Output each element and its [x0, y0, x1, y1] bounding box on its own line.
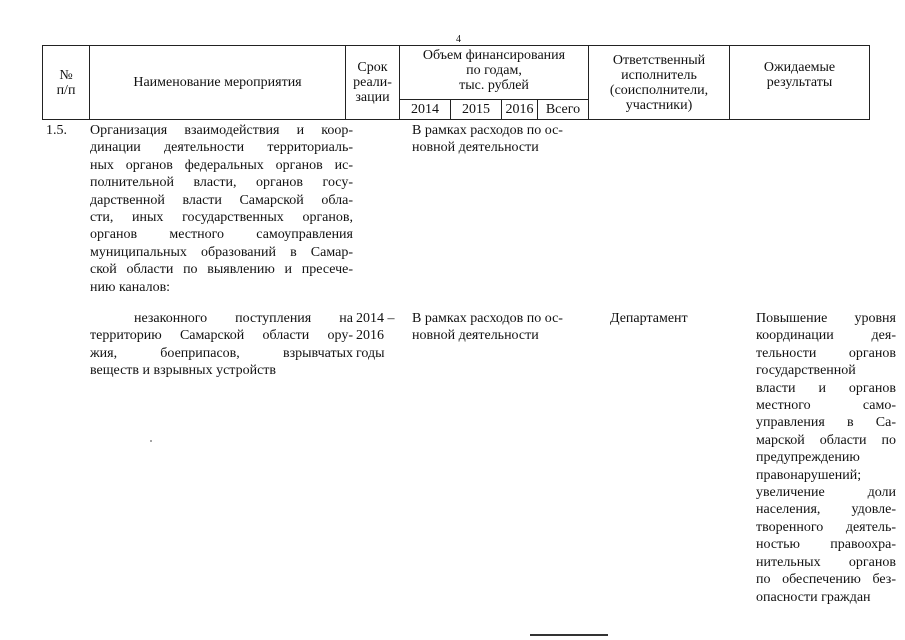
text-line: незаконного поступления на [134, 311, 353, 326]
text-line: муниципальных образований в Самар- [90, 244, 353, 260]
row-measure-name [90, 122, 353, 296]
text-line: Повышение уровня [756, 311, 896, 326]
text-line: ской области по выявлению и пресече- [90, 262, 353, 278]
row-term [356, 310, 408, 362]
header-year-total: Всего [538, 100, 589, 120]
text-line: 2014 – [356, 311, 395, 326]
text-line: дарственной власти Самарской обла- [90, 192, 353, 208]
text-line: предупреждению [756, 450, 860, 466]
header-year-2014: 2014 [400, 100, 451, 120]
text-line: жия, боеприпасов, взрывчатых [90, 345, 353, 361]
text-line: территорию Самарской области ору- [90, 328, 353, 344]
text-line: управления в Са- [756, 415, 896, 431]
header-results: Ожидаемые результаты [730, 46, 870, 120]
text-line: Организация взаимодействия и коор- [90, 123, 353, 138]
header-executor: Ответственный исполнитель (соисполнители, участники) [589, 46, 730, 120]
text-line: новной деятельности [412, 328, 539, 344]
text-line: опасности граждан [756, 589, 871, 605]
text-line: марской области по [756, 432, 896, 448]
header-measure-name: Наименование мероприятия [90, 46, 346, 120]
text-line: увеличение доли [756, 485, 896, 501]
text-line: ностью правоохра- [756, 537, 896, 553]
text-line: годы [356, 345, 385, 361]
text-line: новной деятельности [412, 140, 539, 156]
text-line: творенного деятель- [756, 519, 896, 535]
header-number: № п/п [43, 46, 90, 120]
text-line: В рамках расходов по ос- [412, 311, 563, 326]
text-line: органов местного самоуправления [90, 227, 353, 243]
text-line: динации деятельности территориаль- [90, 140, 353, 156]
row-results [756, 310, 896, 606]
row-executor: Департамент [610, 311, 688, 326]
text-line: веществ и взрывных устройств [90, 363, 277, 379]
text-line: В рамках расходов по ос- [412, 123, 563, 138]
row-measure-name [90, 310, 353, 380]
text-line: населения, удовле- [756, 502, 896, 518]
scan-speck [150, 440, 152, 442]
page-number: 4 [456, 34, 461, 45]
header-funding: Объем финансирования по годам, тыс. рублей [400, 46, 589, 100]
header-year-2016: 2016 [502, 100, 538, 120]
text-line: по обеспечению без- [756, 572, 896, 588]
text-line: ных органов федеральных органов ис- [90, 157, 353, 173]
header-year-2015: 2015 [451, 100, 502, 120]
row-funding [412, 310, 592, 345]
text-line: государственной [756, 363, 856, 379]
table-header [42, 45, 870, 120]
bottom-mark [530, 634, 608, 636]
text-line: местного само- [756, 398, 896, 414]
text-line: нительных органов [756, 554, 896, 570]
text-line: координации дея- [756, 328, 896, 344]
row-funding [412, 122, 592, 157]
text-line: тельности органов [756, 345, 896, 361]
row-number: 1.5. [46, 123, 67, 138]
text-line: правонарушений; [756, 467, 862, 483]
text-line: 2016 [356, 328, 384, 344]
text-line: полнительной власти, органов госу- [90, 175, 353, 191]
text-line: сти, иных государственных органов, [90, 210, 353, 226]
text-line: нию каналов: [90, 279, 171, 295]
text-line: власти и органов [756, 380, 896, 396]
header-term: Срок реали- зации [346, 46, 400, 120]
